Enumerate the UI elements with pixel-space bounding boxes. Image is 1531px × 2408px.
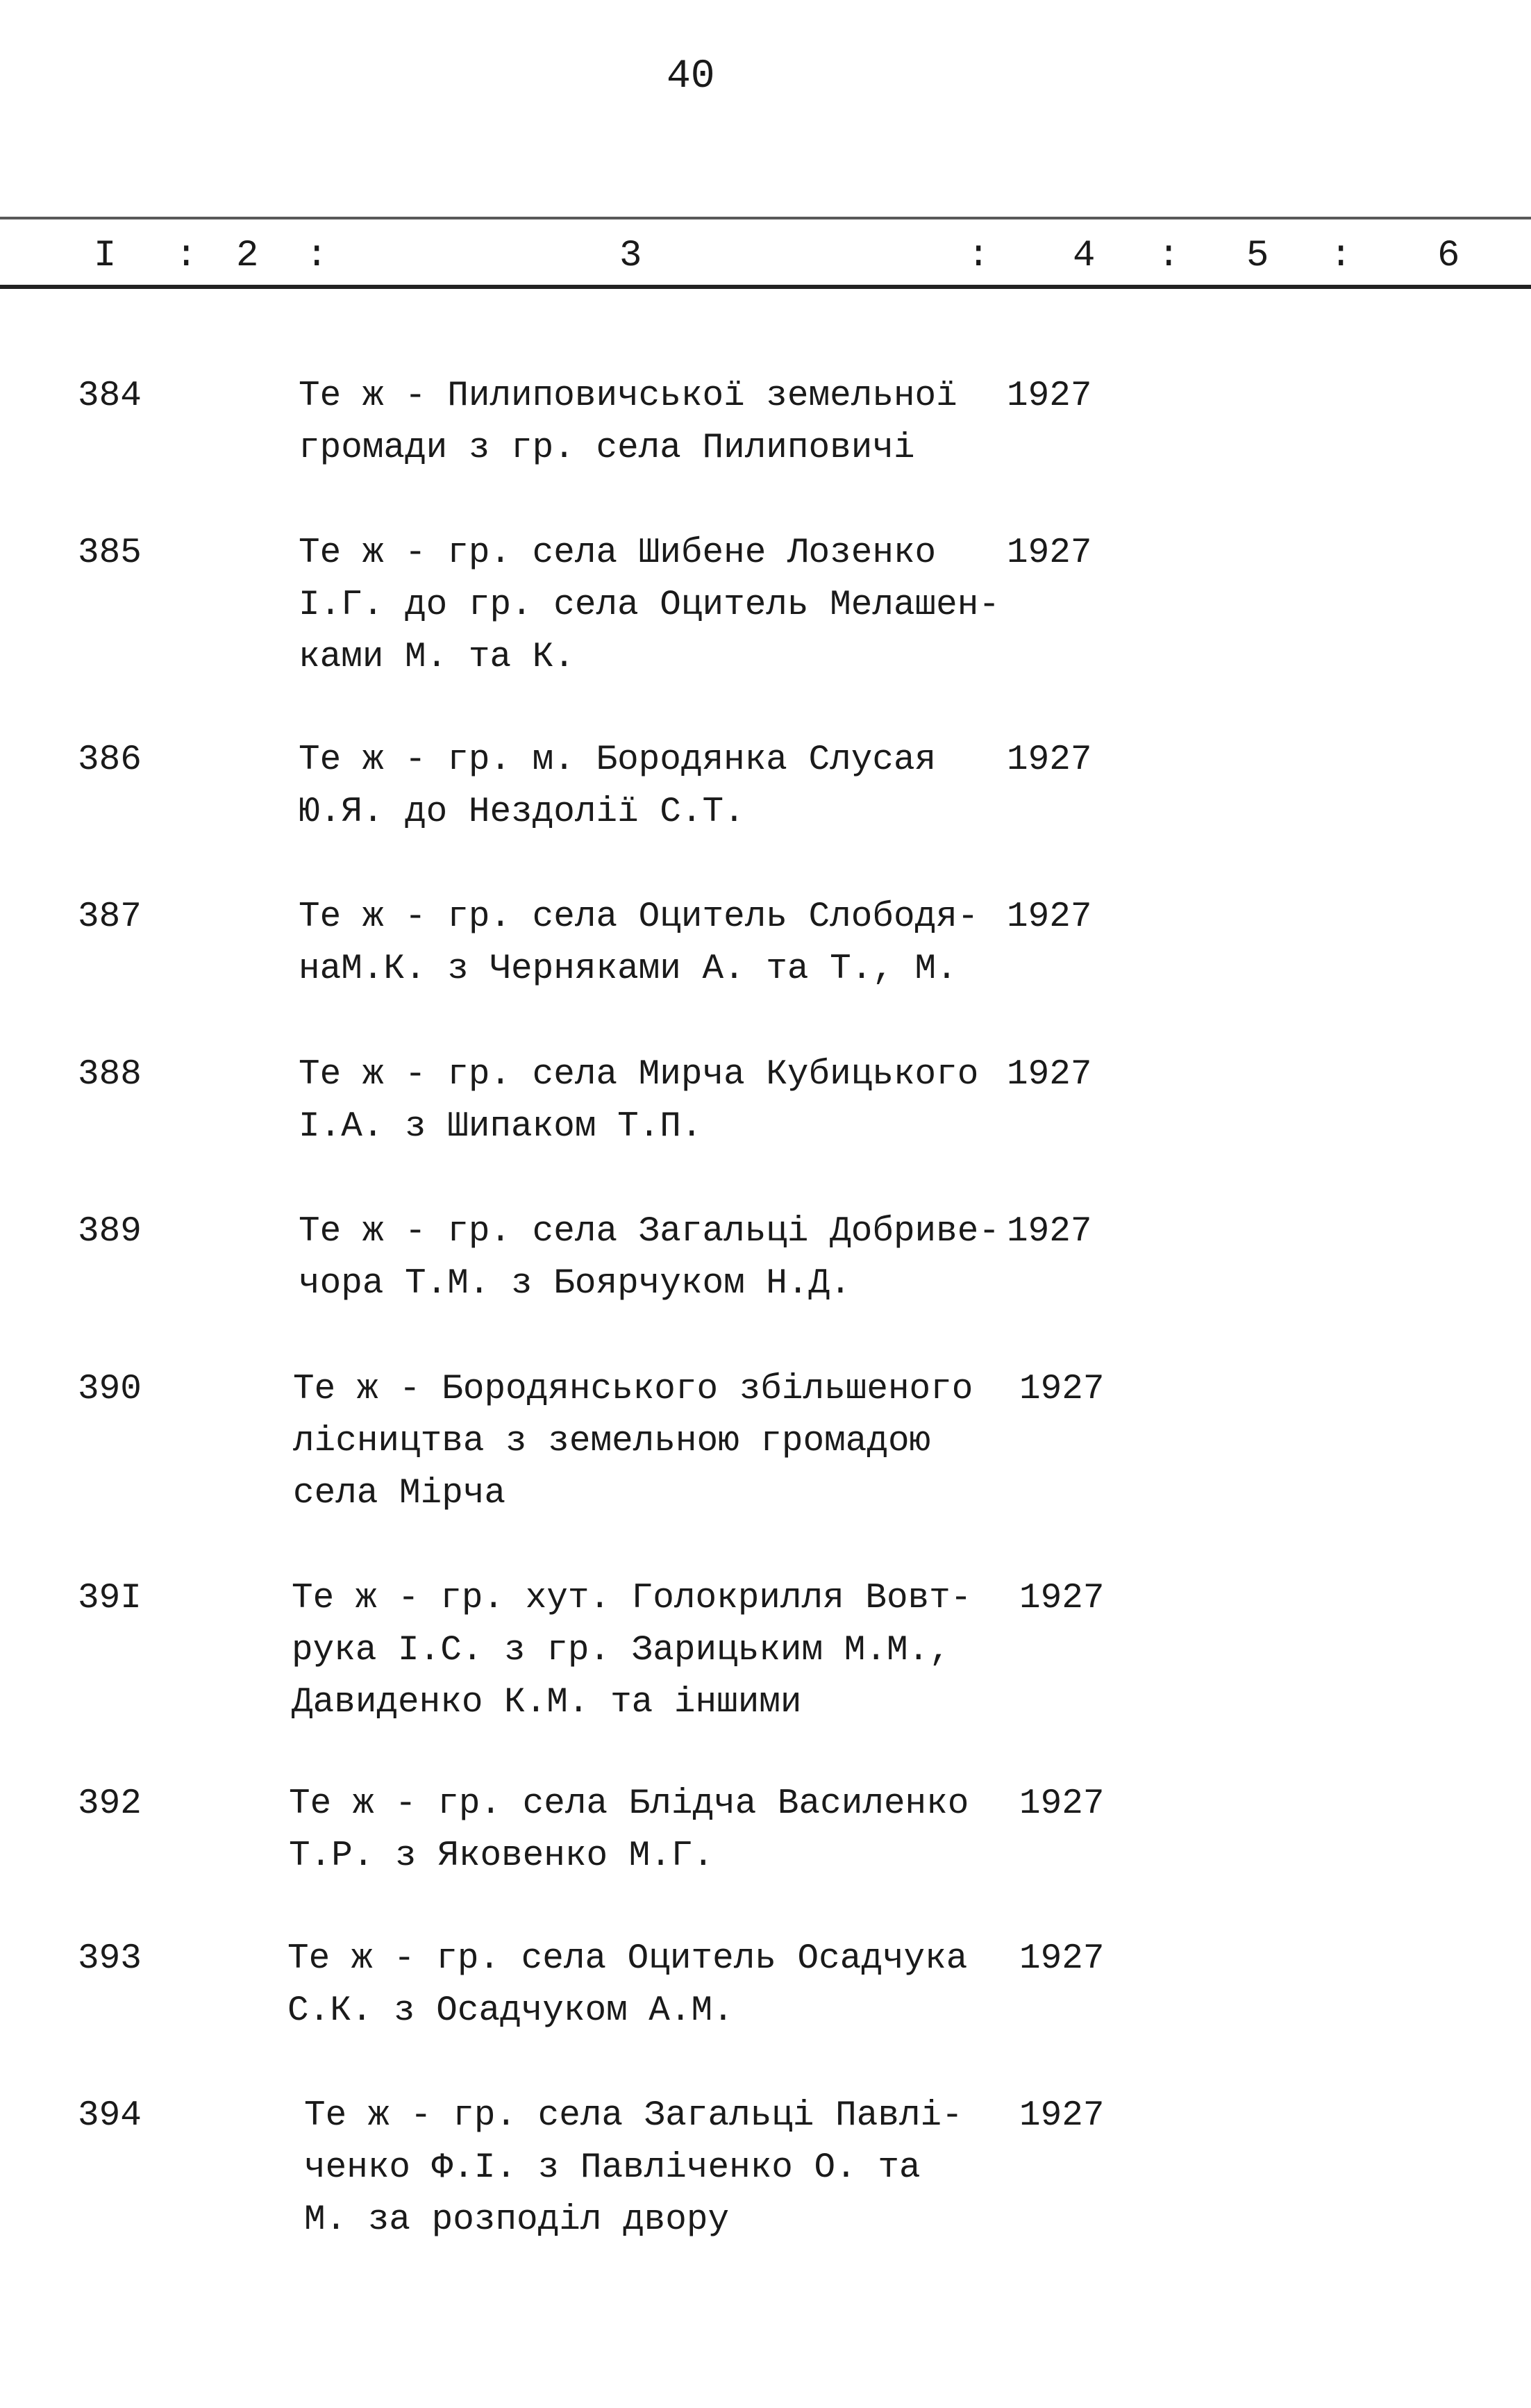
entry-number: 392: [78, 1784, 142, 1824]
description-line: Те ж - гр. села Блідча Василенко: [289, 1784, 969, 1824]
entry-year: 1927: [1007, 1212, 1092, 1252]
entry-year: 1927: [1007, 1055, 1092, 1095]
column-header-1: I: [94, 235, 117, 277]
column-separator: :: [175, 235, 198, 277]
entry-year: 1927: [1019, 2096, 1105, 2136]
entry-year: 1927: [1007, 533, 1092, 573]
entry-year: 1927: [1007, 376, 1092, 416]
entry-year: 1927: [1007, 740, 1092, 780]
entry-description: [299, 891, 978, 995]
description-line: рука І.С. з гр. Зарицьким М.М.,: [292, 1631, 951, 1670]
entry-description: [293, 1363, 973, 1520]
entry-number: 390: [78, 1370, 142, 1409]
column-separator: :: [1330, 235, 1353, 277]
description-line: Те ж - Пилиповичської земельної: [299, 376, 957, 416]
entry-description: [287, 1933, 967, 2037]
entry-description: [299, 527, 1000, 683]
entry-year: 1927: [1019, 1939, 1105, 1979]
description-line: Те ж - гр. села Шибене Лозенко: [299, 533, 937, 573]
entry-number: 384: [78, 376, 142, 416]
column-header-4: 4: [1073, 235, 1096, 277]
description-line: І.Г. до гр. села Оцитель Мелашен-: [299, 586, 1000, 625]
entry-description: [289, 1778, 969, 1882]
column-header-5: 5: [1246, 235, 1269, 277]
entry-description: [299, 1206, 1000, 1310]
entry-year: 1927: [1019, 1784, 1105, 1824]
description-line: ками М. та К.: [299, 638, 575, 677]
entry-number: 394: [78, 2096, 142, 2136]
header-bottom-rule: [0, 285, 1531, 289]
description-line: І.А. з Шипаком Т.П.: [299, 1107, 703, 1147]
description-line: М. за розподіл двору: [304, 2200, 730, 2240]
column-header-2: 2: [236, 235, 259, 277]
entry-year: 1927: [1019, 1579, 1105, 1618]
description-line: Те ж - гр. хут. Голокрилля Вовт-: [292, 1579, 972, 1618]
column-header-6: 6: [1437, 235, 1460, 277]
description-line: наМ.К. з Черняками А. та Т., М.: [299, 949, 957, 989]
description-line: Давиденко К.М. та іншими: [292, 1683, 802, 1722]
entry-number: 393: [78, 1939, 142, 1979]
column-separator: :: [306, 235, 328, 277]
column-separator: :: [967, 235, 990, 277]
description-line: Те ж - гр. села Загальці Добриве-: [299, 1212, 1000, 1252]
description-line: Ю.Я. до Нездолії С.Т.: [299, 792, 745, 832]
entry-number: 388: [78, 1055, 142, 1095]
entry-description: [304, 2090, 963, 2246]
entry-number: 39I: [78, 1579, 142, 1618]
description-line: Те ж - гр. села Оцитель Осадчука: [287, 1939, 968, 1979]
entry-description: [299, 370, 957, 474]
description-line: Те ж - Бородянського збільшеного: [293, 1370, 973, 1409]
description-line: ченко Ф.І. з Павліченко О. та: [304, 2148, 921, 2188]
entry-description: [299, 1049, 978, 1153]
description-line: лісництва з земельною громадою: [293, 1422, 931, 1461]
entry-number: 385: [78, 533, 142, 573]
column-header-3: 3: [619, 235, 642, 277]
description-line: Т.Р. з Яковенко М.Г.: [289, 1836, 714, 1876]
entry-description: [299, 734, 936, 838]
description-line: Те ж - гр. села Мирча Кубицького: [299, 1055, 979, 1095]
entry-year: 1927: [1019, 1370, 1105, 1409]
column-separator: :: [1157, 235, 1180, 277]
page-number: 40: [667, 54, 715, 99]
description-line: села Мірча: [293, 1474, 506, 1513]
description-line: чора Т.М. з Боярчуком Н.Д.: [299, 1264, 851, 1304]
entry-description: [292, 1572, 971, 1729]
entry-number: 387: [78, 897, 142, 937]
entry-number: 386: [78, 740, 142, 780]
entry-number: 389: [78, 1212, 142, 1252]
entry-year: 1927: [1007, 897, 1092, 937]
description-line: Те ж - гр. села Оцитель Слободя-: [299, 897, 979, 937]
header-top-rule: [0, 217, 1531, 219]
description-line: Те ж - гр. м. Бородянка Слусая: [299, 740, 937, 780]
description-line: С.К. з Осадчуком А.М.: [287, 1991, 734, 2031]
description-line: громади з гр. села Пилиповичі: [299, 429, 915, 468]
description-line: Те ж - гр. села Загальці Павлі-: [304, 2096, 963, 2136]
